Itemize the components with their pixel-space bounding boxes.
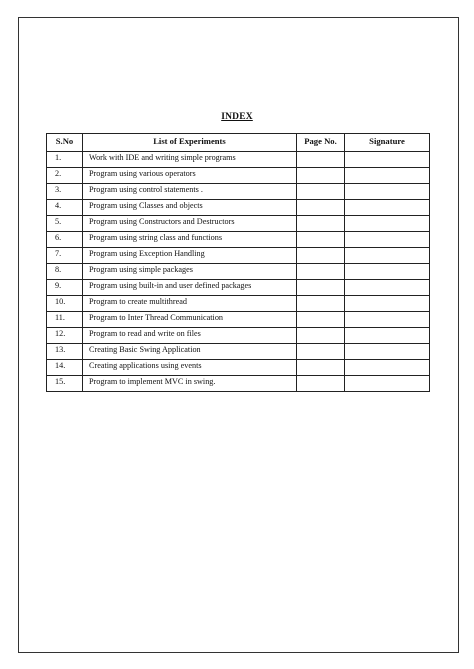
cell-page-no [297,152,345,168]
table-row [47,200,430,216]
cell-sno: 15. [47,376,83,392]
table-row [47,360,430,376]
cell-page-no [297,312,345,328]
cell-page-no [297,216,345,232]
cell-page-no [297,376,345,392]
table-row [47,152,430,168]
table-row [47,296,430,312]
header-page-no: Page No. [297,134,345,152]
cell-signature [345,312,430,328]
table-row [47,168,430,184]
cell-sno: 11. [47,312,83,328]
cell-experiment: Program to implement MVC in swing. [83,376,297,392]
cell-sno: 3. [47,184,83,200]
header-experiments: List of Experiments [83,134,297,152]
cell-page-no [297,264,345,280]
cell-sno: 10. [47,296,83,312]
cell-experiment: Creating Basic Swing Application [83,344,297,360]
cell-experiment: Program using Exception Handling [83,248,297,264]
cell-experiment: Program to create multithread [83,296,297,312]
cell-experiment: Program using Classes and objects [83,200,297,216]
cell-sno: 2. [47,168,83,184]
cell-sno: 4. [47,200,83,216]
cell-page-no [297,360,345,376]
cell-experiment: Program using string class and functions [83,232,297,248]
cell-sno: 9. [47,280,83,296]
cell-page-no [297,200,345,216]
cell-signature [345,296,430,312]
cell-experiment: Program to Inter Thread Communication [83,312,297,328]
cell-page-no [297,344,345,360]
cell-page-no [297,168,345,184]
cell-page-no [297,184,345,200]
header-signature: Signature [345,134,430,152]
cell-signature [345,232,430,248]
cell-signature [345,216,430,232]
table-row [47,280,430,296]
table-row [47,248,430,264]
table-row [47,232,430,248]
header-sno: S.No [47,134,83,152]
cell-sno: 7. [47,248,83,264]
table-row [47,312,430,328]
cell-signature [345,264,430,280]
table-row [47,216,430,232]
table-row [47,184,430,200]
cell-signature [345,328,430,344]
cell-page-no [297,232,345,248]
cell-signature [345,168,430,184]
cell-sno: 8. [47,264,83,280]
cell-sno: 13. [47,344,83,360]
cell-page-no [297,328,345,344]
table-header-row [47,134,430,152]
table-body [47,152,430,392]
table-row [47,344,430,360]
cell-sno: 5. [47,216,83,232]
cell-page-no [297,296,345,312]
cell-page-no [297,248,345,264]
cell-signature [345,376,430,392]
cell-sno: 1. [47,152,83,168]
cell-experiment: Program using various operators [83,168,297,184]
cell-experiment: Creating applications using events [83,360,297,376]
cell-signature [345,344,430,360]
cell-experiment: Program using built-in and user defined packages [83,280,297,296]
table-row [47,328,430,344]
cell-sno: 14. [47,360,83,376]
cell-signature [345,248,430,264]
page-title: INDEX [221,112,253,122]
cell-signature [345,280,430,296]
cell-signature [345,184,430,200]
cell-sno: 12. [47,328,83,344]
cell-signature [345,360,430,376]
cell-page-no [297,280,345,296]
cell-experiment: Program to read and write on files [83,328,297,344]
cell-experiment: Program using control statements . [83,184,297,200]
table-row [47,264,430,280]
table-row [47,376,430,392]
cell-signature [345,200,430,216]
cell-experiment: Program using Constructors and Destructors [83,216,297,232]
cell-experiment: Program using simple packages [83,264,297,280]
cell-signature [345,152,430,168]
cell-experiment: Work with IDE and writing simple programs [83,152,297,168]
cell-sno: 6. [47,232,83,248]
index-table [46,133,430,392]
